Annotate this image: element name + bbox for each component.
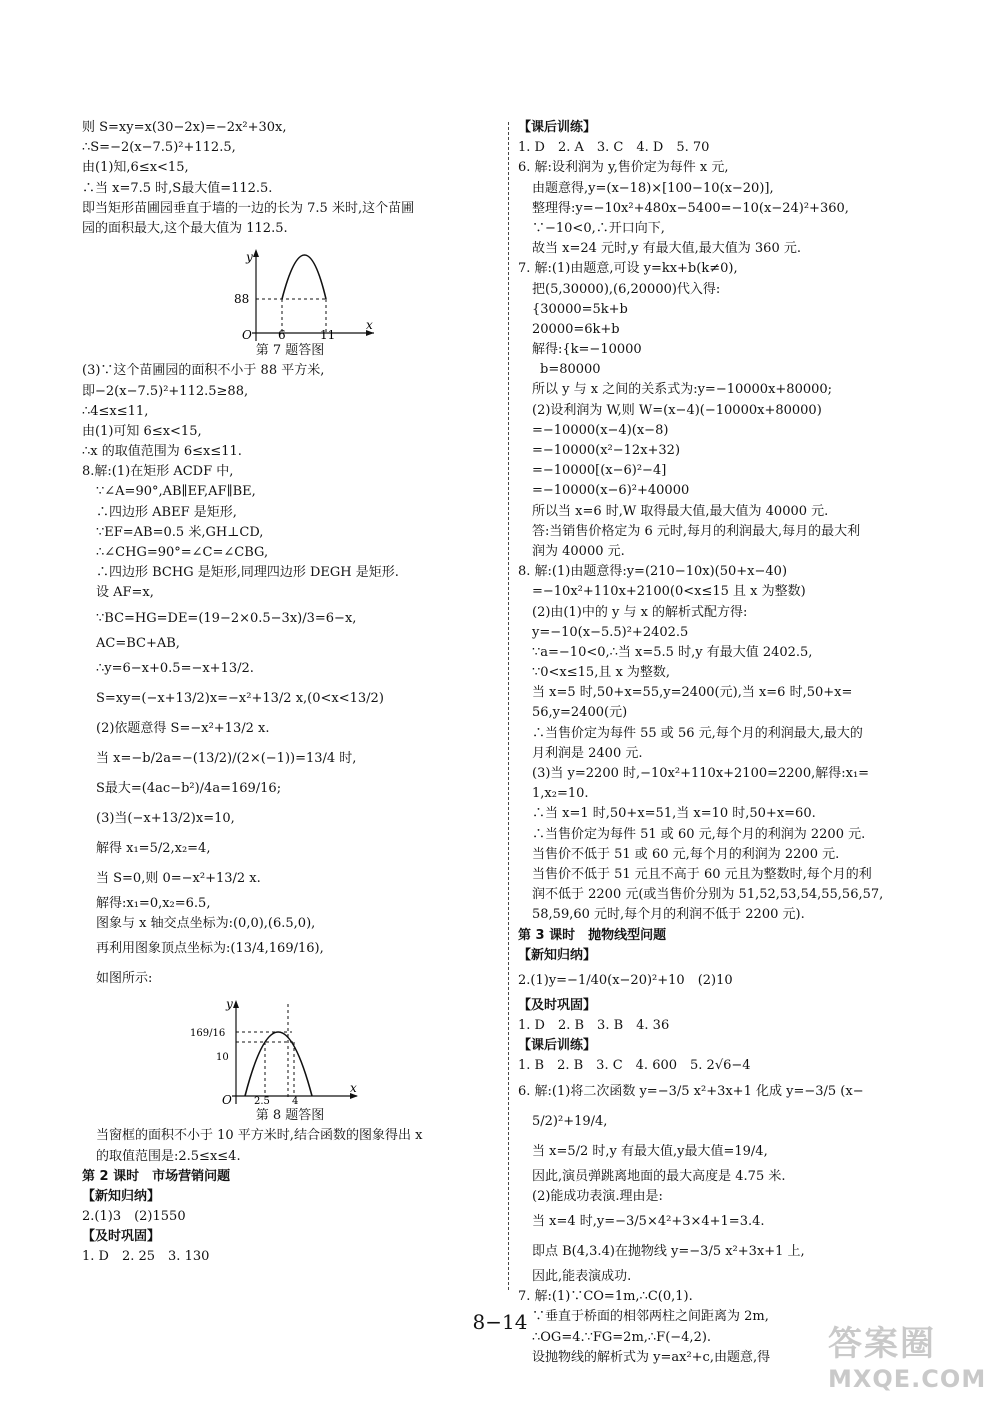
text-line: 图象与 x 轴交点坐标为:(0,0),(6.5,0), [96, 915, 316, 931]
subsection-title: 【新知归纳】 [518, 947, 597, 963]
text-line: ∴当 x=7.5 时,S最大值=112.5. [82, 180, 273, 196]
text-line: 所以 y 与 x 之间的关系式为:y=−10000x+80000; [532, 382, 833, 398]
text-line: 即点 B(4,3.4)在抛物线 y=−3/5 x²+3x+1 上, [532, 1244, 805, 1259]
fig8-x-label: x [350, 1081, 357, 1096]
subsection-title: 【课后训练】 [518, 1038, 597, 1054]
text-line: {30000=5k+b [532, 301, 628, 317]
text-line: 当售价不低于 51 元且不高于 60 元且为整数时,每个月的利 [532, 866, 872, 882]
text-line: (2)能成功表演.理由是: [532, 1188, 663, 1204]
text-line: 解得:{k=−10000 [532, 342, 642, 358]
section-title: 第 2 课时 市场营销问题 [82, 1168, 231, 1184]
text-line: S=xy=(−x+13/2)x=−x²+13/2 x,(0<x<13/2) [96, 690, 384, 706]
text-line: 因此,能表演成功. [532, 1269, 632, 1284]
text-line: ∴x 的取值范围为 6≤x≤11. [82, 444, 242, 460]
fig7-x-label: x [366, 318, 373, 333]
fig7-x-tick-11: 11 [320, 328, 336, 342]
text-line: 5/2)²+19/4, [532, 1113, 608, 1129]
text-line: 润为 40000 元. [532, 543, 625, 559]
text-line: ∵0<x≤15,且 x 为整数, [532, 665, 671, 681]
text-line: 当窗框的面积不小于 10 平方米时,结合函数的图象得出 x [96, 1128, 423, 1144]
text-line: (3)∵这个苗圃园的面积不小于 88 平方米, [82, 363, 325, 379]
figure-8-caption: 第 8 题答图 [255, 1108, 325, 1124]
right-column [518, 118, 936, 1368]
text-line: 如图所示: [96, 971, 153, 987]
text-line: 20000=6k+b [532, 321, 620, 337]
text-line: (3)当 y=2200 时,−10x²+110x+2100=2200,解得:x₁= [532, 766, 870, 781]
text-line: (3)当(−x+13/2)x=10, [96, 810, 235, 826]
text-line: 即−2(x−7.5)²+112.5≥88, [82, 383, 249, 399]
text-line: =−10000(x²−12x+32) [532, 443, 681, 458]
fig7-y-label: y [246, 250, 253, 265]
text-line: 当 S=0,则 0=−x²+13/2 x. [96, 870, 261, 886]
text-line: ∵BC=HG=DE=(19−2×0.5−3x)/3=6−x, [96, 610, 357, 626]
section-title: 第 3 课时 抛物线型问题 [518, 927, 667, 943]
text-line: 当 x=5 时,50+x=55,y=2400(元),当 x=6 时,50+x= [532, 685, 853, 701]
text-line: 8. 解:(1)由题意得:y=(210−10x)(50+x−40) [518, 564, 788, 580]
fig7-y-tick: 88 [234, 292, 250, 307]
figure-7-graph [82, 241, 498, 341]
subsection-title: 【新知归纳】 [82, 1188, 161, 1204]
text-line: ∴y=6−x+0.5=−x+13/2. [96, 660, 254, 676]
text-line: =−10x²+110x+2100(0<x≤15 且 x 为整数) [532, 584, 806, 600]
text-line: S最大=(4ac−b²)/4a=169/16; [96, 780, 282, 796]
text-line: b=80000 [540, 362, 601, 378]
text-line: 6. 解:(1)将二次函数 y=−3/5 x²+3x+1 化成 y=−3/5 (x− [518, 1083, 864, 1099]
text-line: 解得:x₁=0,x₂=6.5, [96, 895, 211, 911]
text-line: ∵垂直于桥面的相邻两柱之间距离为 2m, [532, 1309, 769, 1325]
text-line: ∴OG=4.∵FG=2m,∴F(−4,2). [532, 1329, 712, 1345]
fig8-y-label: y [226, 997, 233, 1012]
text-line: 58,59,60 元时,每个月的利润不低于 2200 元). [532, 907, 805, 923]
text-line: ∴当售价定为每件 51 或 60 元,每个月的利润为 2200 元. [532, 826, 866, 842]
text-line: 8.解:(1)在矩形 ACDF 中, [82, 464, 234, 480]
text-line: 所以当 x=6 时,W 取得最大值,最大值为 40000 元. [532, 503, 829, 519]
fig7-x-tick-6: 6 [278, 328, 286, 342]
text-line: 园的面积最大,这个最大值为 112.5. [82, 220, 288, 236]
answer-line: 1. D 2. A 3. C 4. D 5. 70 [518, 140, 710, 156]
text-line: 解得 x₁=5/2,x₂=4, [96, 840, 211, 856]
watermark-logo [828, 1316, 987, 1406]
text-line: (2)设利润为 W,则 W=(x−4)(−10000x+80000) [532, 402, 822, 418]
text-line: 7. 解:(1)∵CO=1m,∴C(0,1). [518, 1289, 693, 1305]
text-line: 设抛物线的解析式为 y=ax²+c,由题意,得 [532, 1349, 771, 1365]
subsection-title: 【及时巩固】 [82, 1229, 161, 1245]
text-line: ∴当 x=1 时,50+x=51,当 x=10 时,50+x=60. [532, 806, 816, 822]
figure-8-graph [82, 996, 498, 1106]
text-line: ∵−10<0,∴开口向下, [532, 220, 665, 236]
text-line: 由题意得,y=(x−18)×[100−10(x−20)], [532, 180, 774, 196]
answer-line: 1. B 2. B 3. C 4. 600 5. 2√6−4 [518, 1058, 751, 1074]
fig8-y-tick-vertex: 169/16 [190, 1028, 226, 1040]
text-line: 因此,演员弹跳离地面的最大高度是 4.75 米. [532, 1168, 786, 1184]
text-line: =−10000(x−4)(x−8) [532, 422, 669, 438]
text-line: ∴4≤x≤11, [82, 403, 149, 419]
text-line: 即当矩形苗圃园垂直于墙的一边的长为 7.5 米时,这个苗圃 [82, 200, 415, 216]
fig8-x-tick-2.5: 2.5 [254, 1096, 270, 1107]
text-line: ∴∠CHG=90°=∠C=∠CBG, [96, 545, 269, 560]
text-line: 由(1)可知 6≤x<15, [82, 423, 202, 439]
figure-7-caption: 第 7 题答图 [255, 343, 325, 359]
text-line: 由(1)知,6≤x<15, [82, 160, 189, 176]
text-line: 当售价不低于 51 或 60 元,每个月的利润为 2200 元. [532, 846, 840, 862]
column-separator [508, 122, 509, 1290]
answer-line: 2.(1)3 (2)1550 [82, 1209, 186, 1225]
watermark-url: MXQE.COM [828, 1365, 987, 1393]
fig7-origin: O [242, 328, 252, 342]
answer-line: 1. D 2. 25 3. 130 [82, 1249, 210, 1265]
text-line: ∴四边形 ABEF 是矩形, [96, 504, 237, 520]
answer-line: 1. D 2. B 3. B 4. 36 [518, 1018, 670, 1034]
text-line: ∴四边形 BCHG 是矩形,同理四边形 DEGH 是矩形. [96, 565, 399, 581]
page-number: 8−14 [472, 1310, 528, 1334]
text-line: AC=BC+AB, [96, 635, 180, 651]
left-column [82, 118, 498, 1268]
text-line: 的取值范围是:2.5≤x≤4. [96, 1148, 241, 1164]
text-line: 当 x=4 时,y=−3/5×4²+3×4+1=3.4. [532, 1214, 765, 1229]
text-line: (2)由(1)中的 y 与 x 的解析式配方得: [532, 604, 748, 620]
watermark-text: 答案圈 [828, 1324, 936, 1364]
text-line: ∵EF=AB=0.5 米,GH⊥CD, [96, 524, 264, 540]
text-line: ∵∠A=90°,AB∥EF,AF∥BE, [96, 484, 256, 500]
text-line: 答:当销售价格定为 6 元时,每月的利润最大,每月的最大利 [532, 523, 861, 539]
subsection-title: 【课后训练】 [518, 120, 597, 135]
text-line: 润不低于 2200 元(或当售价分别为 51,52,53,54,55,56,57, [532, 887, 884, 903]
text-line: 月利润是 2400 元. [532, 745, 643, 761]
fig8-x-tick-4: 4 [292, 1096, 299, 1107]
text-line: 整理得:y=−10x²+480x−5400=−10(x−24)²+360, [532, 200, 849, 216]
text-line: =−10000[(x−6)²−4] [532, 463, 667, 479]
subsection-title: 【及时巩固】 [518, 997, 597, 1013]
text-line: 7. 解:(1)由题意,可设 y=kx+b(k≠0), [518, 261, 738, 277]
text-line: 6. 解:设利润为 y,售价定为每件 x 元, [518, 160, 729, 176]
fig8-origin: O [222, 1093, 232, 1107]
text-line: 故当 x=24 元时,y 有最大值,最大值为 360 元. [532, 241, 801, 257]
text-line: 把(5,30000),(6,20000)代入得: [532, 281, 721, 297]
text-line: 再利用图象顶点坐标为:(13/4,169/16), [96, 941, 324, 957]
text-line: y=−10(x−5.5)²+2402.5 [532, 624, 689, 640]
text-line: 当 x=5/2 时,y 有最大值,y最大值=19/4, [532, 1143, 768, 1159]
text-line: 当 x=−b/2a=−(13/2)/(2×(−1))=13/4 时, [96, 750, 357, 766]
text-line: =−10000(x−6)²+40000 [532, 483, 690, 499]
answer-line: 2.(1)y=−1/40(x−20)²+10 (2)10 [518, 972, 733, 988]
text-line: 56,y=2400(元) [532, 705, 628, 721]
text-line: 则 S=xy=x(30−2x)=−2x²+30x, [82, 120, 287, 135]
text-line: ∵a=−10<0,∴当 x=5.5 时,y 有最大值 2402.5, [532, 644, 813, 660]
text-line: ∴S=−2(x−7.5)²+112.5, [82, 140, 236, 156]
fig8-y-tick-10: 10 [216, 1052, 229, 1064]
text-line: ∴当售价定为每件 55 或 56 元,每个月的利润最大,最大的 [532, 725, 863, 741]
text-line: 1,x₂=10. [532, 786, 589, 802]
text-line: (2)依题意得 S=−x²+13/2 x. [96, 720, 270, 736]
text-line: 设 AF=x, [96, 585, 154, 601]
